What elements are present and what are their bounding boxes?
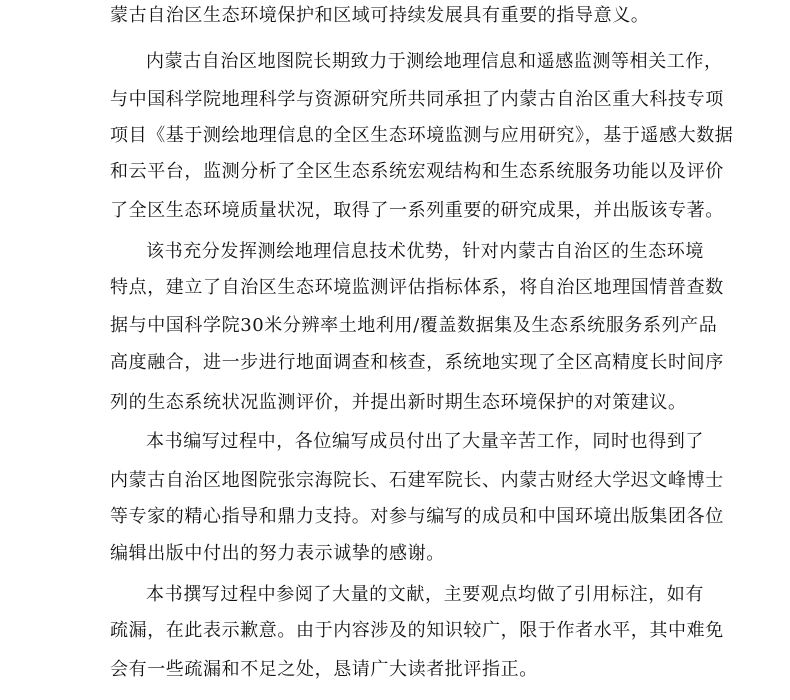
paragraph-line: 本书撰写过程中参阅了大量的文献，主要观点均做了引用标注，如有 <box>146 584 704 605</box>
paragraph-line: 项目《基于测绘地理信息的全区生态环境监测与应用研究》，基于遥感大数据 <box>110 125 734 146</box>
paragraph-line: 列的生态系统状况监测评价，并提出新时期生态环境保护的对策建议。 <box>110 392 687 413</box>
paragraph-line: 疏漏，在此表示歉意。由于内容涉及的知识较广，限于作者水平，其中难免 <box>110 620 724 641</box>
paragraph-line: 会有一些疏漏和不足之处，恳请广大读者批评指正。 <box>110 659 538 680</box>
paragraph-line: 等专家的精心指导和鼎力支持。对参与编写的成员和中国环境出版集团各位 <box>110 506 724 527</box>
paragraph-line: 蒙古自治区生态环境保护和区域可持续发展具有重要的指导意义。 <box>110 5 650 26</box>
paragraph-line: 和云平台，监测分析了全区生态系统宏观结构和生态系统服务功能以及评价 <box>110 161 724 182</box>
paragraph-line: 特点，建立了自治区生态环境监测评估指标体系，将自治区地理国情普查数 <box>110 277 724 298</box>
paragraph-line: 与中国科学院地理科学与资源研究所共同承担了内蒙古自治区重大科技专项 <box>110 89 724 110</box>
paragraph-line: 本书编写过程中，各位编写成员付出了大量辛苦工作，同时也得到了 <box>146 431 704 452</box>
paragraph-line: 该书充分发挥测绘地理信息技术优势，针对内蒙古自治区的生态环境 <box>146 241 704 262</box>
paragraph-line: 内蒙古自治区地图院长期致力于测绘地理信息和遥感监测等相关工作， <box>146 51 723 72</box>
paragraph-line: 高度融合，进一步进行地面调查和核查，系统地实现了全区高精度长时间序 <box>110 352 724 373</box>
paragraph-line: 据与中国科学院30米分辨率土地利用/覆盖数据集及生态系统服务系列产品 <box>110 315 718 336</box>
paragraph-line: 了全区生态环境质量状况，取得了一系列重要的研究成果，并出版该专著。 <box>110 200 724 221</box>
paragraph-line: 内蒙古自治区地图院张宗海院长、石建军院长、内蒙古财经大学迟文峰博士 <box>110 470 724 491</box>
paragraph-line: 编辑出版中付出的努力表示诚挚的感谢。 <box>110 543 445 564</box>
